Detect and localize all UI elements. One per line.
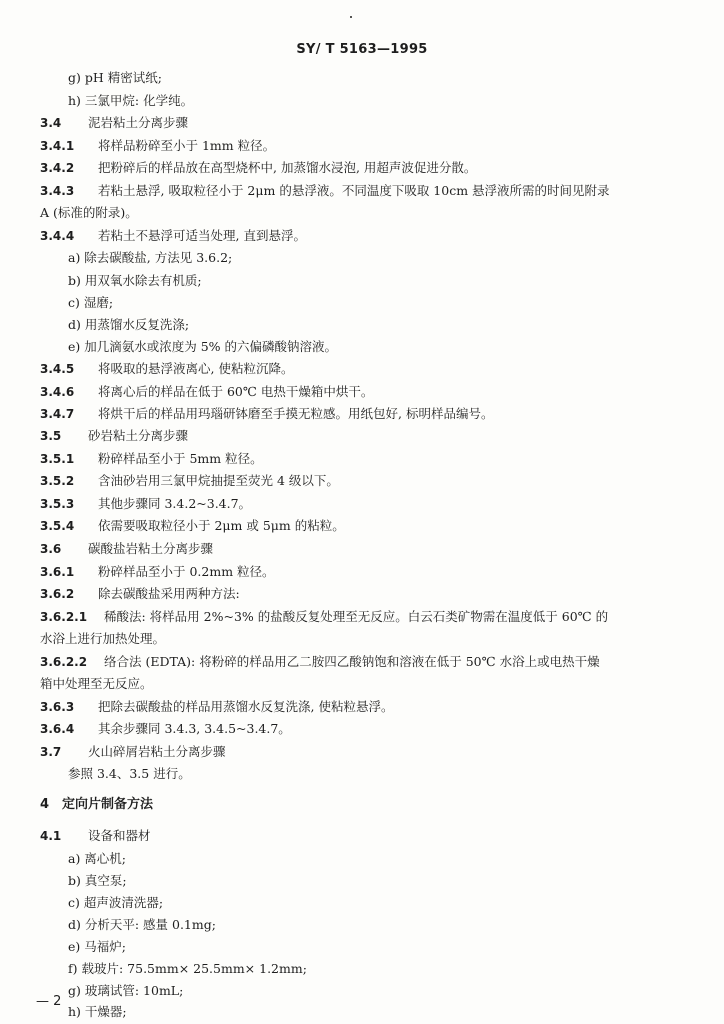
list-item: c) 湿磨;: [68, 295, 114, 310]
list-item: g) pH 精密试纸;: [68, 70, 162, 85]
list-item: b) 真空泵;: [68, 873, 127, 888]
paragraph: 参照 3.4、3.5 进行。: [68, 766, 191, 781]
clause: 3.4.6 将离心后的样品在低于 60℃ 电热干燥箱中烘干。: [40, 384, 374, 399]
clause: 3.5.2 含油砂岩用三氯甲烷抽提至荧光 4 级以下。: [40, 473, 339, 488]
clause: 3.5.4 依需要吸取粒径小于 2μm 或 5μm 的粘粒。: [40, 518, 345, 533]
clause: 3.4.4 若粘土不悬浮可适当处理, 直到悬浮。: [40, 228, 306, 243]
section-heading: 3.6 碳酸盐岩粘土分离步骤: [40, 541, 214, 556]
clause: 3.5.3 其他步骤同 3.4.2~3.4.7。: [40, 496, 252, 511]
section-heading: 3.5 砂岩粘土分离步骤: [40, 428, 189, 443]
clause: 3.6.1 粉碎样品至小于 0.2mm 粒径。: [40, 564, 275, 579]
list-item: a) 离心机;: [68, 851, 127, 866]
list-item: c) 超声波清洗器;: [68, 895, 164, 910]
list-item: e) 加几滴氨水或浓度为 5% 的六偏磷酸钠溶液。: [68, 339, 338, 354]
page-number: — 2: [36, 994, 62, 1009]
clause: 3.6.2.2 络合法 (EDTA): 将粉碎的样品用乙二胺四乙酸钠饱和溶液在低于 50℃ 水浴上或电热干燥: [40, 654, 600, 669]
clause-continuation: A (标准的附录)。: [40, 205, 138, 220]
clause: 3.6.2 除去碳酸盐采用两种方法:: [40, 586, 240, 601]
list-item: h) 干燥器;: [68, 1004, 127, 1019]
scan-speck: [350, 16, 352, 18]
chapter-heading: 4 定向片制备方法: [40, 797, 154, 812]
clause-continuation: 水浴上进行加热处理。: [40, 631, 166, 646]
list-item: a) 除去碳酸盐, 方法见 3.6.2;: [68, 250, 233, 265]
list-item: d) 分析天平: 感量 0.1mg;: [68, 917, 216, 932]
clause: 3.4.2 把粉碎后的样品放在高型烧杯中, 加蒸馏水浸泡, 用超声波促进分散。: [40, 160, 477, 175]
clause: 3.4.5 将吸取的悬浮液离心, 使粘粒沉降。: [40, 361, 294, 376]
clause: 3.4.1 将样品粉碎至小于 1mm 粒径。: [40, 138, 276, 153]
clause: 3.5.1 粉碎样品至小于 5mm 粒径。: [40, 451, 263, 466]
clause: 3.6.3 把除去碳酸盐的样品用蒸馏水反复洗涤, 使粘粒悬浮。: [40, 699, 394, 714]
clause: 3.6.2.1 稀酸法: 将样品用 2%~3% 的盐酸反复处理至无反应。白云石类矿物需在温度低于 60℃ 的: [40, 609, 609, 624]
section-heading: 3.4 泥岩粘土分离步骤: [40, 115, 189, 130]
list-item: e) 马福炉;: [68, 939, 126, 954]
clause: 3.6.4 其余步骤同 3.4.3, 3.4.5~3.4.7。: [40, 721, 291, 736]
section-heading: 4.1 设备和器材: [40, 828, 151, 843]
list-item: d) 用蒸馏水反复洗涤;: [68, 317, 190, 332]
page-header: SY/ T 5163—1995: [296, 42, 428, 57]
list-item: b) 用双氧水除去有机质;: [68, 273, 202, 288]
list-item: g) 玻璃试管: 10mL;: [68, 983, 184, 998]
section-heading: 3.7 火山碎屑岩粘土分离步骤: [40, 744, 226, 759]
clause-continuation: 箱中处理至无反应。: [40, 676, 153, 691]
clause: 3.4.3 若粘土悬浮, 吸取粒径小于 2μm 的悬浮液。不同温度下吸取 10cm 悬浮液所需的时间见附录: [40, 183, 610, 198]
list-item: h) 三氯甲烷: 化学纯。: [68, 93, 194, 108]
clause: 3.4.7 将烘干后的样品用玛瑙研钵磨至手摸无粒感。用纸包好, 标明样品编号。: [40, 406, 494, 421]
list-item: f) 载玻片: 75.5mm× 25.5mm× 1.2mm;: [68, 961, 307, 976]
